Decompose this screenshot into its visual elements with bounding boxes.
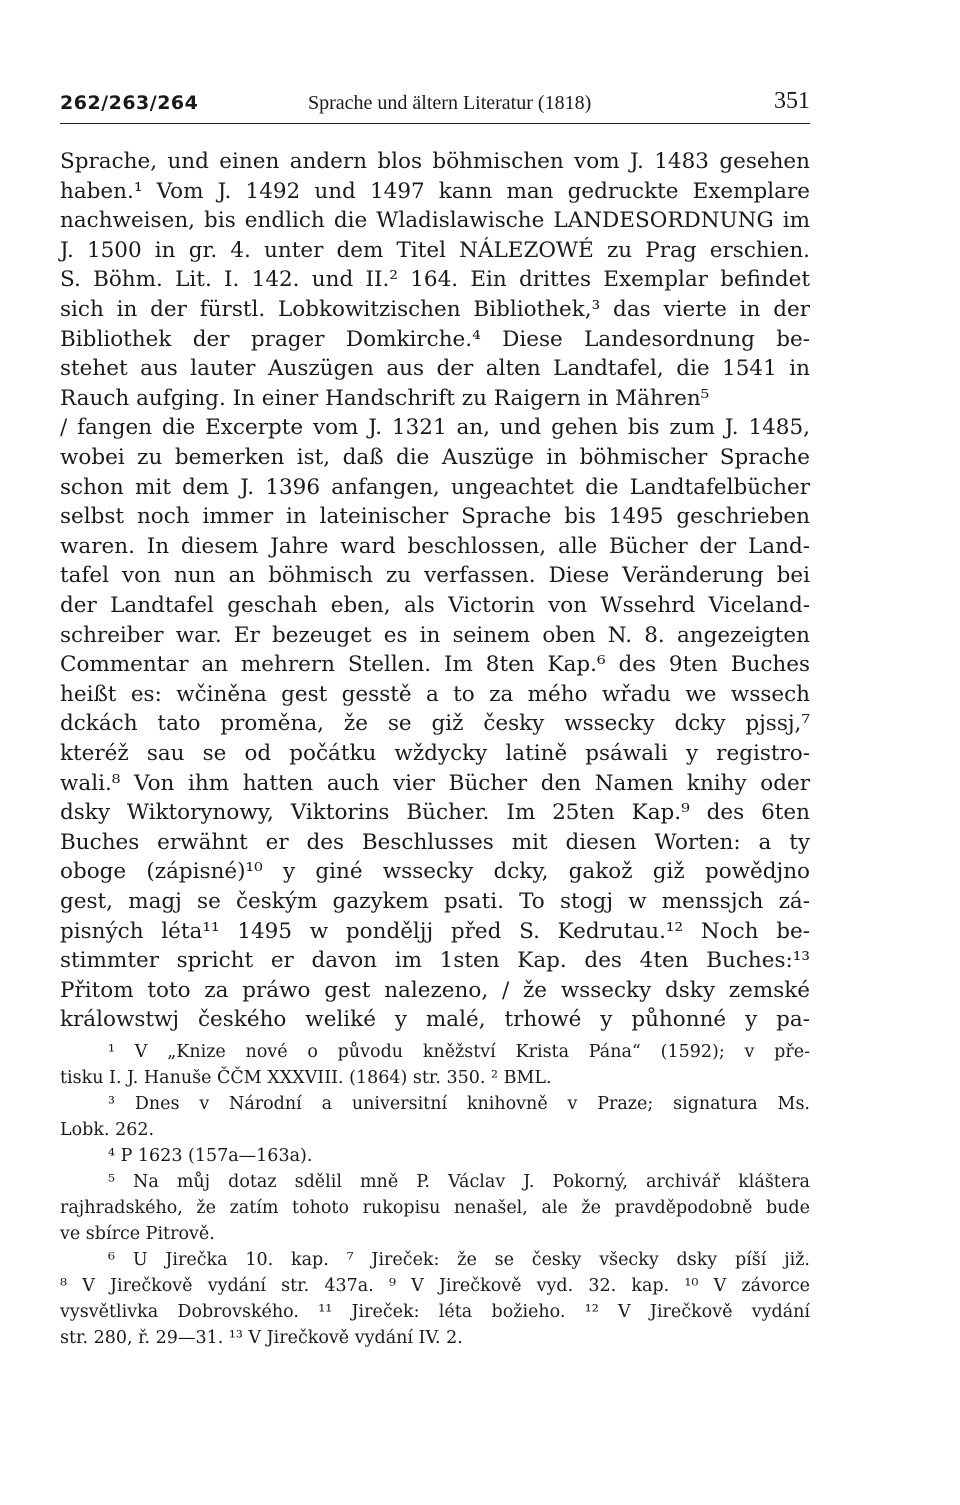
body-line: stehet aus lauter Auszügen aus der alten Landtafel, die 1541 in (60, 356, 810, 382)
body-line: Přitom toto za práwo gest nalezeno, / že wssecky dsky zemské (60, 977, 810, 1003)
footnote-line: rajhradského, že zatím tohoto rukopisu nenašel, ale že pravděpodobně bude (60, 1198, 810, 1218)
page-number: 351 (774, 88, 810, 114)
body-line: Bibliothek der prager Domkirche.⁴ Diese Landesordnung be- (60, 326, 810, 352)
footnote-line: ³ Dnes v Národní a universitní knihovně v Praze; signatura Ms. (108, 1094, 810, 1114)
body-line: wobei zu bemerken ist, daß die Auszüge in böhmischer Sprache (60, 445, 810, 470)
body-line: / fangen die Excerpte vom J. 1321 an, und gehen bis zum J. 1485, (60, 415, 810, 441)
header-rule (60, 123, 810, 124)
body-line: selbst noch immer in lateinischer Sprache bis 1495 geschrieben (60, 504, 810, 530)
footnote-line: ⁴ P 1623 (157a—163a). (108, 1146, 313, 1166)
footnote-line: ⁵ Na můj dotaz sdělil mně P. Václav J. Pokorný, archivář kláštera (108, 1172, 810, 1192)
body-line: Commentar an mehrern Stellen. Im 8ten Kap.⁶ des 9ten Buches (60, 652, 810, 678)
body-line: Buches erwähnt er des Beschlusses mit diesen Worten: a ty (60, 829, 810, 855)
footnote-line: vysvětlivka Dobrovského. ¹¹ Jireček: léta božieho. ¹² V Jirečkově vydání (60, 1302, 810, 1322)
body-line: pisných léta¹¹ 1495 w ponděljj před S. Kedrutau.¹² Noch be- (60, 918, 810, 944)
page-header (60, 88, 810, 124)
footnote-line: ve sbírce Pitrově. (60, 1224, 215, 1244)
footnote-line: Lobk. 262. (60, 1120, 155, 1140)
body-line: nachweisen, bis endlich die Wladislawische LANDESORDNUNG im (60, 208, 810, 234)
body-line: Rauch aufging. In einer Handschrift zu Raigern in Mähren⁵ (60, 385, 710, 411)
body-line: heißt es: wčiněna gest gesstě a to za mého wřadu we wssech (60, 681, 810, 707)
body-line: schreiber war. Er bezeuget es in seinem oben N. 8. angezeigten (60, 622, 810, 648)
body-line: oboge (zápisné)¹⁰ y giné wssecky dcky, gakož giž powědjno (60, 859, 810, 885)
running-title: Sprache und ältern Literatur (1818) (308, 92, 592, 114)
body-line: stimmter spricht er davon im 1sten Kap. des 4ten Buches:¹³ (60, 948, 810, 974)
body-line: kteréž sau se od počátku wždycky latině psáwali y registro- (60, 741, 810, 766)
footnote-line: tisku I. J. Hanuše ČČM XXXVIII. (1864) str. 350. ² BML. (60, 1068, 552, 1088)
body-line: Sprache, und einen andern blos böhmischen vom J. 1483 gesehen (60, 149, 810, 174)
body-line: J. 1500 in gr. 4. unter dem Titel NÁLEZOWÉ zu Prag erschien. (60, 237, 810, 263)
footnote-line: ⁶ U Jirečka 10. kap. ⁷ Jireček: že se česky všecky dsky píší již. (108, 1250, 810, 1270)
footnote-line: ¹ V „Knize nové o původu kněžství Krista Pána“ (1592); v pře- (108, 1042, 810, 1062)
body-line: sich in der fürstl. Lobkowitzischen Bibliothek,³ das vierte in der (60, 297, 810, 322)
footnote-line: str. 280, ř. 29—31. ¹³ V Jirečkově vydání IV. 2. (60, 1328, 463, 1348)
body-line: dsky Wiktorynowy, Viktorins Bücher. Im 25ten Kap.⁹ des 6ten (60, 800, 810, 826)
footnote-line: ⁸ V Jirečkově vydání str. 437a. ⁹ V Jirečkově vyd. 32. kap. ¹⁰ V závorce (60, 1276, 810, 1296)
page-reference: 262/263/264 (60, 92, 199, 114)
body-line: dckách tato proměna, že se giž česky wssecky dcky pjssj,⁷ (60, 711, 810, 737)
body-line: waren. In diesem Jahre ward beschlossen, alle Bücher der Land- (60, 533, 810, 559)
body-line: der Landtafel geschah eben, als Victorin von Wssehrd Viceland- (60, 593, 810, 618)
body-line: haben.¹ Vom J. 1492 und 1497 kann man gedruckte Exemplare (60, 178, 810, 204)
body-line: wali.⁸ Von ihm hatten auch vier Bücher den Namen knihy oder (60, 770, 810, 796)
body-line: tafel von nun an böhmisch zu verfassen. Diese Veränderung bei (60, 563, 810, 589)
body-line: S. Böhm. Lit. I. 142. und II.² 164. Ein drittes Exemplar befindet (60, 267, 810, 293)
body-line: králowstwj českého weliké y malé, trhowé y půhonné y pa- (60, 1007, 810, 1033)
body-line: gest, magj se českým gazykem psati. To stogj w menssjch zá- (60, 889, 810, 914)
body-line: schon mit dem J. 1396 anfangen, ungeachtet die Landtafelbücher (60, 474, 810, 500)
